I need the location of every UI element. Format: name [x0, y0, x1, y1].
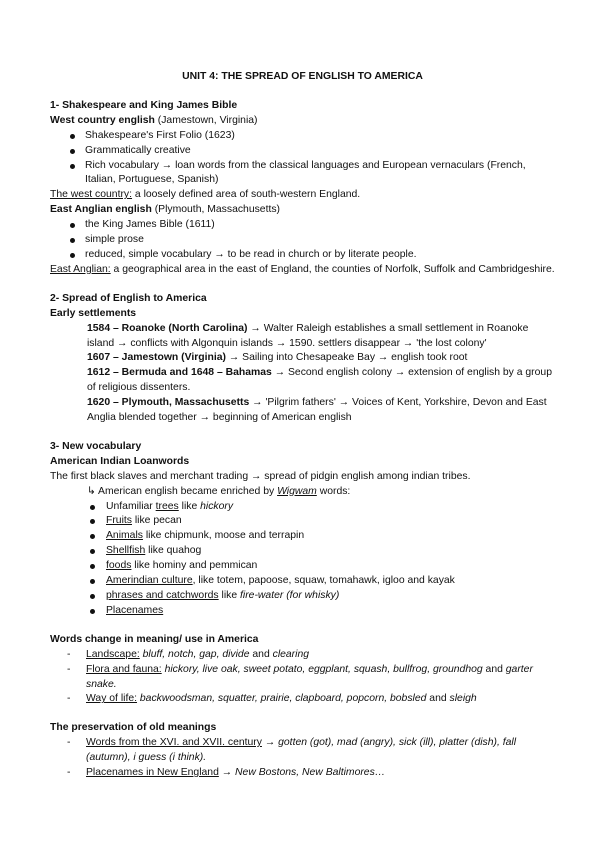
list-item: Rich vocabulary → loan words from the classical languages and European vernaculars (French, Italian, Portuguese, Spanish): [50, 159, 555, 189]
list-item: [50, 766, 555, 781]
item-category: phrases and catchwords: [106, 590, 219, 601]
settlement-date: 1612 – Bermuda and 1648 – Bahamas: [87, 367, 272, 379]
east-anglian-line: [50, 203, 555, 218]
definition-text: a geographical area in the east of England, the counties of Norfolk, Suffolk and Cambridgeshire.: [110, 263, 555, 275]
subsection-heading: Early settlements: [50, 307, 137, 319]
list-item: simple prose: [50, 233, 555, 248]
item-category: Placenames in New England: [86, 767, 219, 779]
item-example: hickory: [200, 500, 234, 512]
list-item: [50, 604, 555, 619]
section-2: [50, 292, 555, 426]
wigwam-note: [50, 485, 555, 500]
definition-term: The west country:: [50, 189, 133, 201]
section-1: [50, 99, 555, 278]
item-text: like hominy and pemmican: [131, 560, 258, 572]
item-example: fire-water (for whisky): [240, 590, 340, 601]
west-country-definition: [50, 188, 555, 203]
list-item: [50, 589, 555, 604]
item-example-last: sleigh: [449, 693, 477, 705]
item-category: Shellfish: [106, 545, 146, 557]
note-prefix: ↳ American english became enriched by: [87, 485, 278, 497]
item-text: →: [218, 767, 236, 779]
west-country-place: (Jamestown, Virginia): [154, 114, 258, 126]
list-item: [50, 514, 555, 529]
definition-term: East Anglian:: [50, 263, 111, 275]
settlement-entry: [50, 366, 555, 396]
settlement-text: → 'Pilgrim fathers' → Voices of Kent, Yorkshire, Devon and East Anglia blended together → beginning of American english: [87, 397, 547, 424]
item-examples: gotten (got), mad (angry), sick (ill), platter (dish), fall (autumn), i guess (i think).: [86, 737, 517, 764]
item-category: Flora and fauna:: [86, 663, 162, 675]
list-item: [50, 544, 555, 559]
list-item: Grammatically creative: [50, 144, 555, 159]
list-item: [50, 559, 555, 574]
section-heading: 1- Shakespeare and King James Bible: [50, 99, 238, 111]
settlement-entry: [50, 351, 555, 366]
west-country-line: [50, 114, 555, 129]
item-text: like pecan: [131, 515, 182, 527]
item-text: , like totem, papoose, squaw, tomahawk, igloo and kayak: [192, 575, 455, 587]
item-category: Amerindian culture: [106, 575, 193, 587]
definition-text: a loosely defined area of south-western England.: [132, 189, 361, 201]
item-examples: New Bostons, New Baltimores…: [235, 767, 386, 779]
item-category: Placenames: [106, 604, 164, 616]
item-text: →: [261, 737, 279, 749]
east-anglian-definition: [50, 263, 555, 278]
item-text: and: [482, 663, 506, 675]
list-item: [50, 574, 555, 589]
item-examples: hickory, live oak, sweet potato, eggplant, squash, bullfrog, groundhog: [164, 663, 483, 675]
item-text: and: [249, 648, 273, 660]
west-country-list: [50, 129, 555, 189]
item-examples: bluff, notch, gap, divide: [142, 648, 250, 660]
east-anglian-list: [50, 218, 555, 263]
list-item: [50, 500, 555, 515]
west-country-label: West country english: [50, 114, 155, 126]
item-example-last: clearing: [272, 648, 310, 660]
section-heading: 2- Spread of English to America: [50, 292, 207, 304]
item-category: Way of life:: [86, 693, 138, 705]
list-item: [50, 692, 555, 707]
subsection-heading: American Indian Loanwords: [50, 455, 190, 467]
settlement-date: 1607 – Jamestown (Virginia): [87, 352, 226, 364]
list-item: the King James Bible (1611): [50, 218, 555, 233]
list-item: [50, 529, 555, 544]
meaning-change-list: [50, 648, 555, 708]
settlement-text: → Sailing into Chesapeake Bay → english took root: [226, 352, 468, 364]
item-category: Words from the XVI. and XVII. century: [86, 737, 262, 749]
old-meanings-list: [50, 736, 555, 781]
list-item: [50, 663, 555, 693]
item-category: trees: [155, 500, 179, 512]
document-title: UNIT 4: THE SPREAD OF ENGLISH TO AMERICA: [182, 71, 423, 82]
section-3: [50, 440, 555, 619]
item-example-last: garter snake.: [86, 663, 533, 690]
settlement-text: → Walter Raleigh establishes a small settlement in Roanoke island → conflicts with Algonquin islands → 1590. settlers disappear → 'the lost colony': [87, 322, 529, 349]
list-item: reduced, simple vocabulary → to be read in church or by literate people.: [50, 248, 555, 263]
intro-text: The first black slaves and merchant trading → spread of pidgin english among indian tribes.: [50, 470, 471, 482]
item-text: like: [218, 590, 241, 601]
east-anglian-place: (Plymouth, Massachusetts): [151, 204, 281, 216]
item-category: foods: [106, 560, 132, 572]
east-anglian-label: East Anglian english: [50, 204, 152, 216]
list-item: Shakespeare's First Folio (1623): [50, 129, 555, 144]
settlement-date: 1620 – Plymouth, Massachusetts: [87, 397, 250, 409]
settlement-entry: [50, 322, 555, 352]
section-5: [50, 721, 555, 781]
item-category: Landscape:: [86, 648, 140, 660]
document-page: [50, 70, 555, 781]
item-text: like: [178, 500, 201, 512]
item-text: and: [426, 693, 450, 705]
section-4: [50, 633, 555, 708]
note-keyword: Wigwam: [277, 485, 317, 497]
note-suffix: words:: [316, 485, 351, 497]
settlement-text: → Second english colony → extension of english by a group of religious dissenters.: [87, 367, 552, 394]
list-item: [50, 648, 555, 663]
settlement-entry: [50, 396, 555, 426]
section-heading: The preservation of old meanings: [50, 722, 217, 734]
item-examples: backwoodsman, squatter, prairie, clapboard, popcorn, bobsled: [139, 693, 427, 705]
item-text: like chipmunk, moose and terrapin: [142, 530, 305, 542]
item-prefix: Unfamiliar: [106, 500, 156, 512]
item-category: Fruits: [106, 515, 132, 527]
list-item: [50, 736, 555, 766]
loanword-list: [50, 500, 555, 619]
section-heading: Words change in meaning/ use in America: [50, 633, 259, 645]
section-heading: 3- New vocabulary: [50, 440, 142, 452]
item-text: like quahog: [145, 545, 202, 557]
item-category: Animals: [106, 530, 143, 542]
settlement-date: 1584 – Roanoke (North Carolina): [87, 322, 248, 334]
